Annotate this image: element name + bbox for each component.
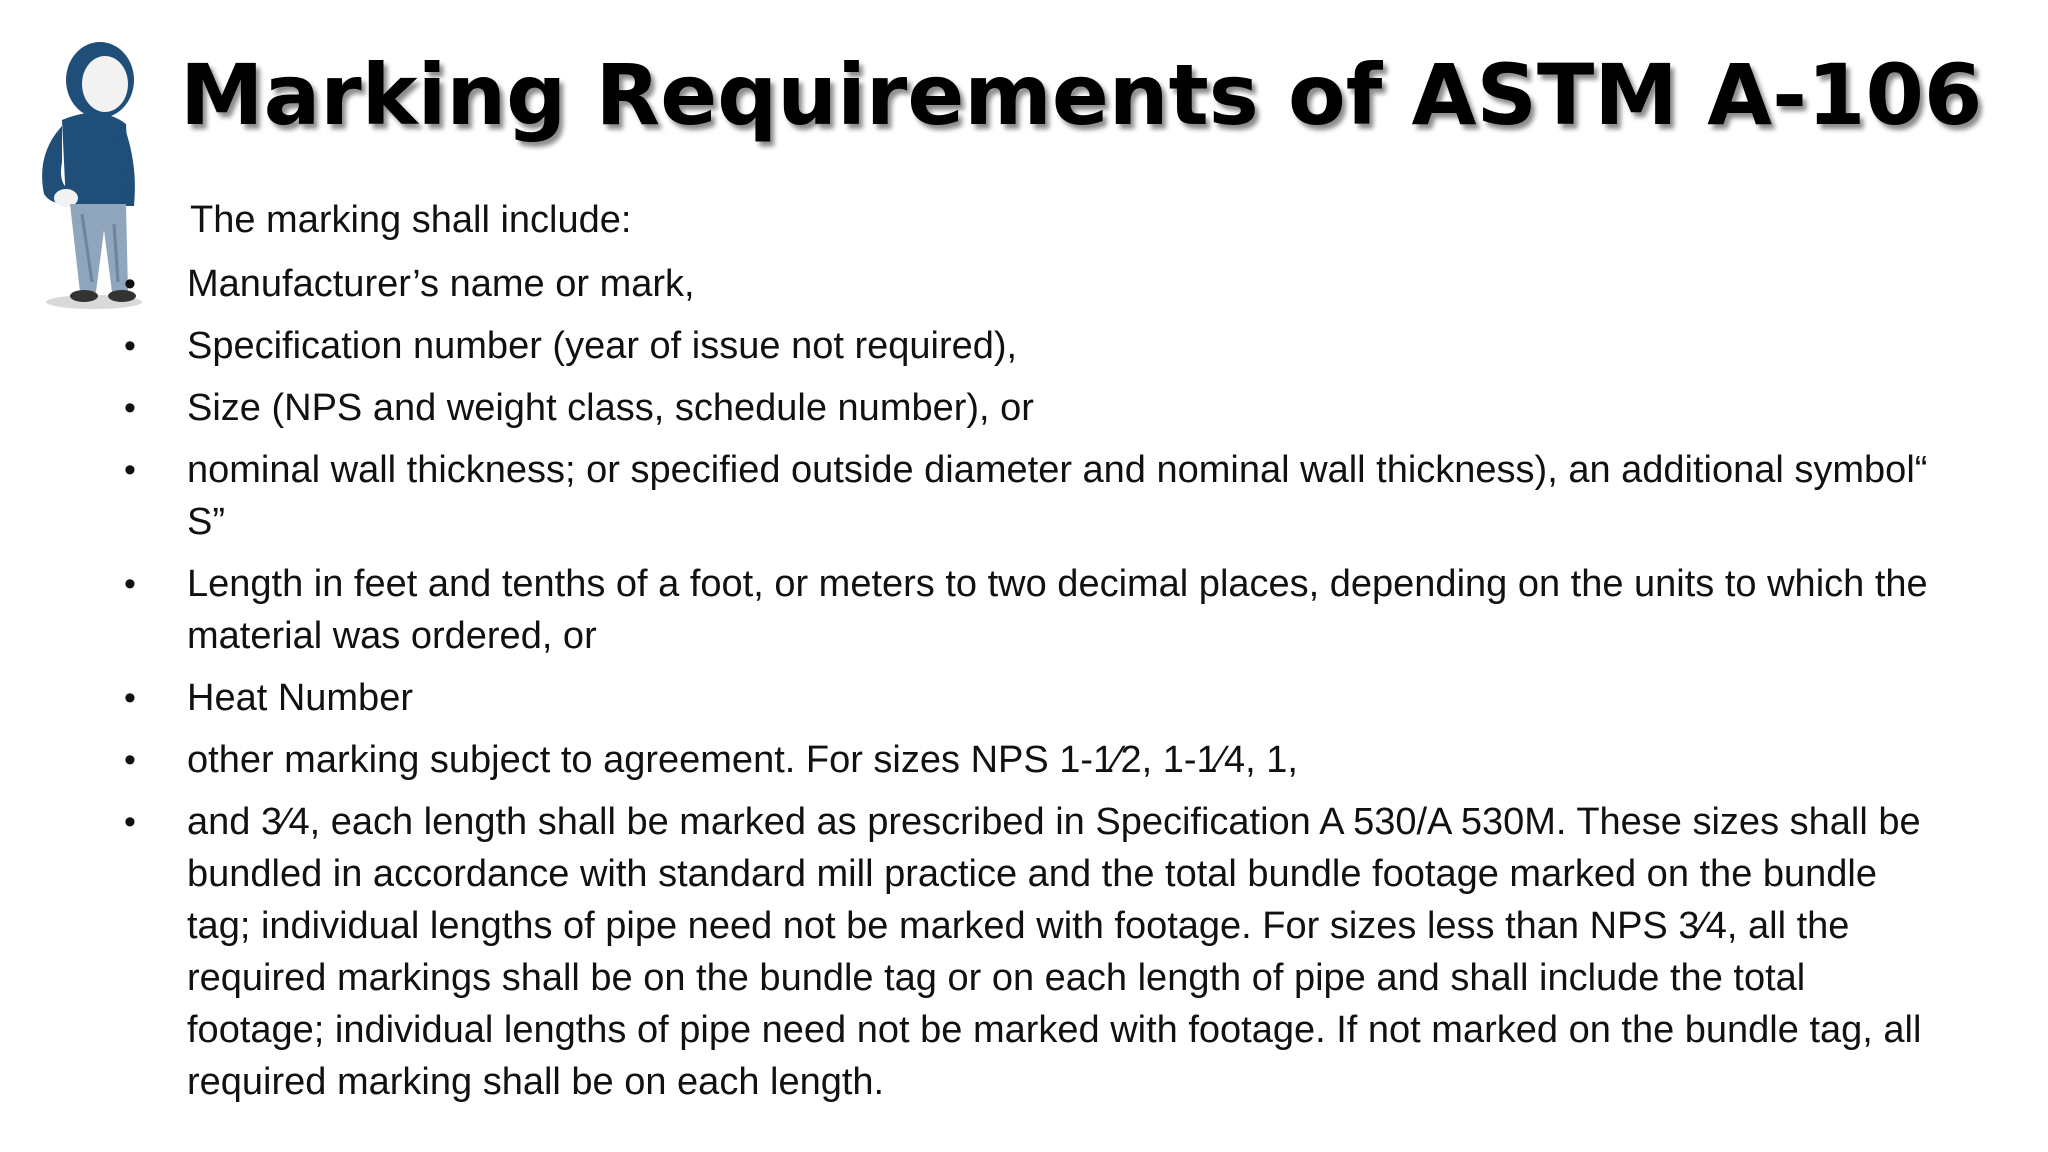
bullet-icon: •	[124, 389, 136, 427]
bullet-icon: •	[124, 741, 136, 779]
bullet-icon: •	[124, 803, 136, 841]
bullet-icon: •	[124, 451, 136, 489]
list-item	[110, 558, 1950, 662]
intro-text: The marking shall include:	[190, 199, 632, 241]
bullet-icon: •	[124, 327, 136, 365]
slide-title: Marking Requirements of ASTM A-106	[180, 46, 1983, 144]
list-item	[110, 796, 1950, 1108]
bullet-icon: •	[124, 265, 136, 303]
bullet-text: Length in feet and tenths of a foot, or meters to two decimal places, depending on the units to which the material was ordered, or	[187, 563, 1928, 657]
list-item	[110, 258, 1950, 310]
bullet-text: and 3⁄4, each length shall be marked as prescribed in Specification A 530/A 530M. These sizes shall be bundled in accordance with standard mill practice and the total bundle footage marked on the bundle tag; individual lengths of pipe need not be marked with footage. For sizes less than NPS 3⁄4, all the required markings shall be on the bundle tag or on each length of pipe and shall include the total footage; individual lengths of pipe need not be marked with footage. If not marked on the bundle tag, all required marking shall be on each length.	[187, 801, 1922, 1103]
list-item	[110, 444, 1950, 548]
bullet-text: Size (NPS and weight class, schedule number), or	[187, 387, 1034, 429]
bullet-list	[110, 258, 1950, 1118]
list-item	[110, 734, 1950, 786]
bullet-text: other marking subject to agreement. For sizes NPS 1-1⁄2, 1-1⁄4, 1,	[187, 739, 1298, 781]
bullet-text: Specification number (year of issue not required),	[187, 325, 1018, 367]
list-item	[110, 320, 1950, 372]
bullet-text: Heat Number	[187, 677, 413, 719]
list-item	[110, 672, 1950, 724]
list-item	[110, 382, 1950, 434]
bullet-icon: •	[124, 679, 136, 717]
bullet-text: Manufacturer’s name or mark,	[187, 263, 695, 305]
bullet-text: nominal wall thickness; or specified outside diameter and nominal wall thickness), an additional symbol“ S”	[187, 449, 1928, 543]
bullet-icon: •	[124, 565, 136, 603]
